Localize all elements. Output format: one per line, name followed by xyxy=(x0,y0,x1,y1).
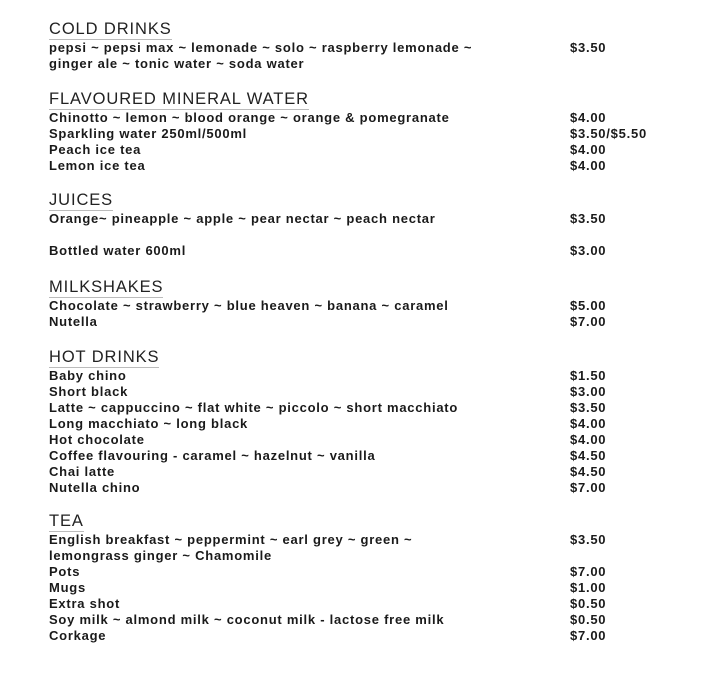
menu-item-name: Extra shot xyxy=(49,596,121,611)
menu-item xyxy=(49,548,689,564)
menu-item-name: Nutella chino xyxy=(49,480,141,495)
menu-item xyxy=(49,596,689,612)
menu-item xyxy=(49,564,689,580)
menu-item xyxy=(49,243,689,259)
menu-item-name: Corkage xyxy=(49,628,107,643)
section-heading: FLAVOURED MINERAL WATER xyxy=(49,90,309,108)
menu-item xyxy=(49,314,689,330)
menu-item-name: Chai latte xyxy=(49,464,116,479)
menu-item-price: $5.00 xyxy=(570,298,607,313)
section-hot-drinks xyxy=(49,348,689,496)
menu-item xyxy=(49,416,689,432)
menu-item-price: $4.00 xyxy=(570,416,607,431)
menu-item-price: $1.50 xyxy=(570,368,607,383)
menu-item-name: Orange~ pineapple ~ apple ~ pear nectar ~ peach nectar xyxy=(49,211,436,226)
menu-item-name: Chocolate ~ strawberry ~ blue heaven ~ banana ~ caramel xyxy=(49,298,449,313)
menu-item xyxy=(49,400,689,416)
menu-item xyxy=(49,384,689,400)
menu-item-price: $0.50 xyxy=(570,596,607,611)
menu-item xyxy=(49,368,689,384)
menu-item xyxy=(49,448,689,464)
menu-item xyxy=(49,142,689,158)
menu-item-name: Chinotto ~ lemon ~ blood orange ~ orange & pomegranate xyxy=(49,110,450,125)
section-heading: TEA xyxy=(49,512,84,530)
menu-item-price: $7.00 xyxy=(570,628,607,643)
section-heading-wrap xyxy=(49,90,689,110)
menu-item-price: $4.50 xyxy=(570,448,607,463)
menu-item-price: $3.50 xyxy=(570,211,607,226)
section-heading: COLD DRINKS xyxy=(49,20,172,38)
menu-item xyxy=(49,56,689,72)
menu-item xyxy=(49,612,689,628)
spacer xyxy=(49,227,689,243)
menu-item-name: ginger ale ~ tonic water ~ soda water xyxy=(49,56,305,71)
section-heading-wrap xyxy=(49,512,689,532)
menu-item-price: $4.50 xyxy=(570,464,607,479)
menu-item-price: $4.00 xyxy=(570,432,607,447)
section-tea xyxy=(49,512,689,644)
section-milkshakes xyxy=(49,278,689,330)
menu-item-name: Sparkling water 250ml/500ml xyxy=(49,126,248,141)
section-heading: HOT DRINKS xyxy=(49,348,160,366)
menu-item xyxy=(49,464,689,480)
menu-item-price: $3.50/$5.50 xyxy=(570,126,647,141)
section-heading-wrap xyxy=(49,278,689,298)
menu-item-price: $0.50 xyxy=(570,612,607,627)
section-cold-drinks xyxy=(49,20,689,72)
menu-item-name: Latte ~ cappuccino ~ flat white ~ piccolo ~ short macchiato xyxy=(49,400,459,415)
menu-item-name: pepsi ~ pepsi max ~ lemonade ~ solo ~ raspberry lemonade ~ xyxy=(49,40,473,55)
menu-item-name: Coffee flavouring - caramel ~ hazelnut ~ vanilla xyxy=(49,448,376,463)
section-flavoured-mineral-water xyxy=(49,90,689,174)
menu-item xyxy=(49,158,689,174)
menu-item-price: $4.00 xyxy=(570,110,607,125)
section-heading-wrap xyxy=(49,191,689,211)
menu-item-price: $3.00 xyxy=(570,243,607,258)
section-heading-wrap xyxy=(49,20,689,40)
menu-item-price: $7.00 xyxy=(570,564,607,579)
menu-item xyxy=(49,432,689,448)
menu-item xyxy=(49,40,689,56)
menu-item-price: $7.00 xyxy=(570,314,607,329)
menu-item-name: Short black xyxy=(49,384,129,399)
menu-item-name: Long macchiato ~ long black xyxy=(49,416,249,431)
menu-item-price: $7.00 xyxy=(570,480,607,495)
menu-item-name: English breakfast ~ peppermint ~ earl grey ~ green ~ xyxy=(49,532,413,547)
menu-item-name: Pots xyxy=(49,564,81,579)
menu-item xyxy=(49,110,689,126)
menu-item-name: lemongrass ginger ~ Chamomile xyxy=(49,548,272,563)
section-heading: MILKSHAKES xyxy=(49,278,164,296)
section-heading-wrap xyxy=(49,348,689,368)
menu-item xyxy=(49,532,689,548)
section-heading: JUICES xyxy=(49,191,114,209)
menu-item-name: Hot chocolate xyxy=(49,432,145,447)
menu-item-price: $3.00 xyxy=(570,384,607,399)
menu-item-price: $1.00 xyxy=(570,580,607,595)
section-juices xyxy=(49,191,689,259)
menu-item xyxy=(49,211,689,227)
menu-item-price: $3.50 xyxy=(570,400,607,415)
menu-item xyxy=(49,580,689,596)
menu-item-name: Bottled water 600ml xyxy=(49,243,187,258)
menu-item-name: Baby chino xyxy=(49,368,127,383)
menu-item-price: $3.50 xyxy=(570,40,607,55)
menu-item-name: Soy milk ~ almond milk ~ coconut milk - lactose free milk xyxy=(49,612,445,627)
menu-item-name: Peach ice tea xyxy=(49,142,142,157)
menu-item-name: Mugs xyxy=(49,580,86,595)
menu-item xyxy=(49,126,689,142)
menu-item-name: Nutella xyxy=(49,314,98,329)
menu-item xyxy=(49,298,689,314)
menu-item-name: Lemon ice tea xyxy=(49,158,146,173)
menu-item-price: $4.00 xyxy=(570,142,607,157)
menu-item xyxy=(49,628,689,644)
menu-item-price: $3.50 xyxy=(570,532,607,547)
menu-item xyxy=(49,480,689,496)
menu-item-price: $4.00 xyxy=(570,158,607,173)
